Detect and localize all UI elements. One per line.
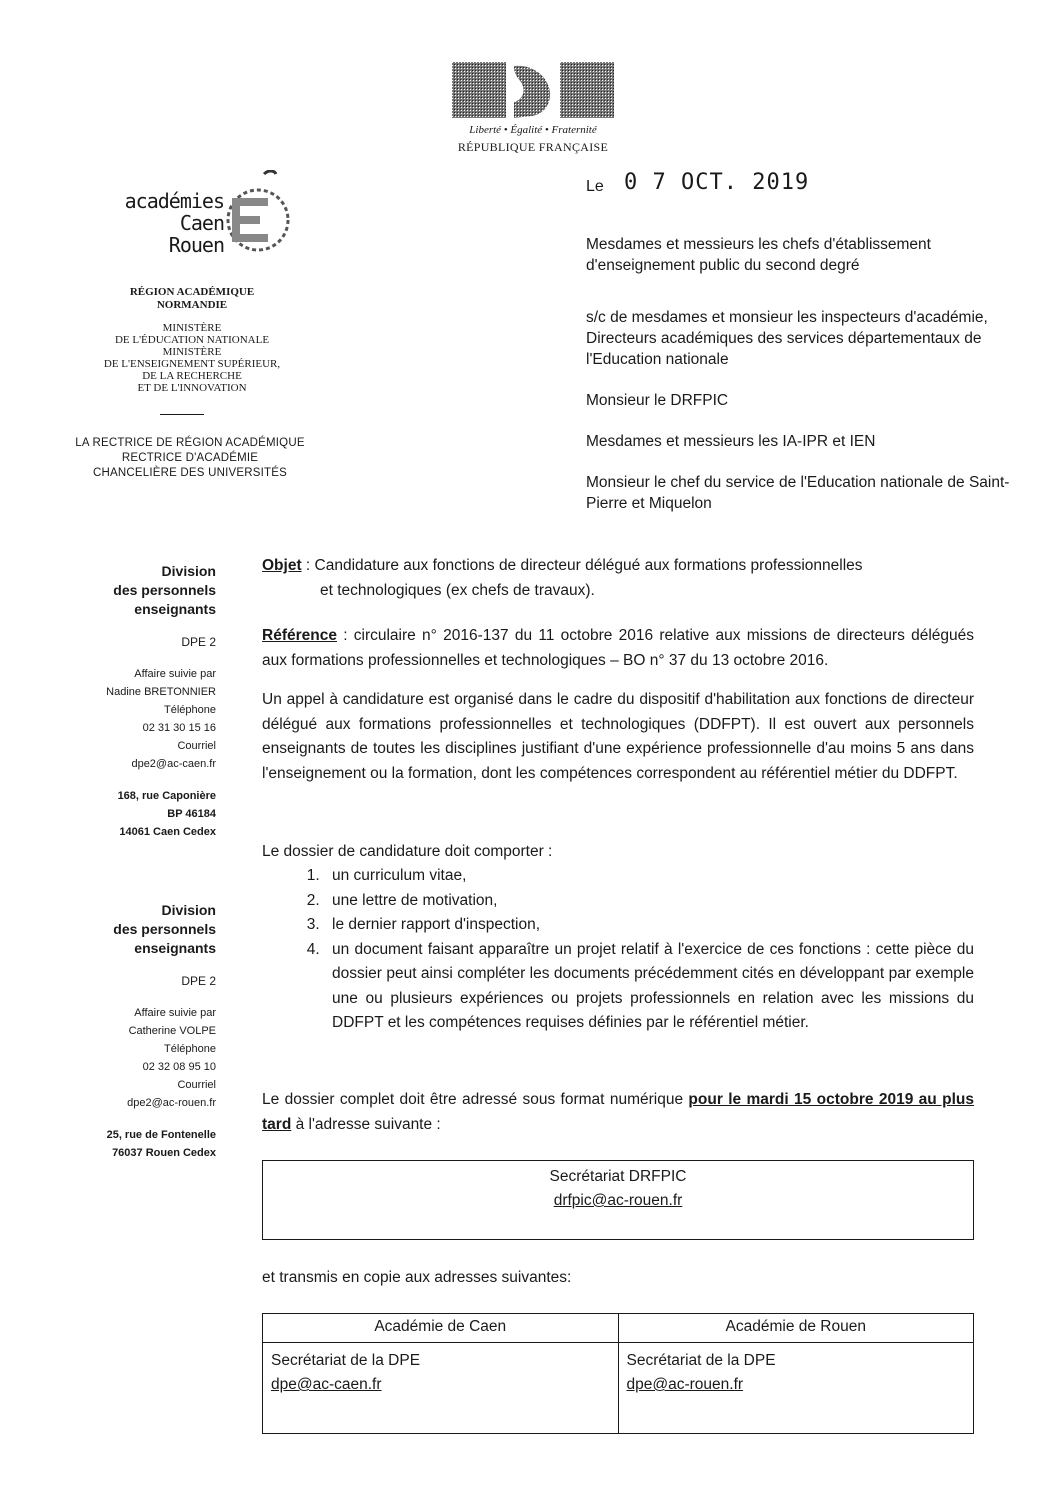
academy-logo-e-icon: [218, 170, 296, 260]
postal-address: 25, rue de Fontenelle 76037 Rouen Cedex: [106, 1129, 216, 1159]
sidebar-caen: [60, 562, 216, 841]
email-label: Courriel: [177, 1079, 216, 1091]
recipient-1: Mesdames et messieurs les chefs d'établissement d'enseignement public du second degré: [586, 236, 931, 274]
reference-label: Référence: [262, 627, 337, 644]
marianne-logo: [452, 62, 614, 118]
cell-label: Secrétariat de la DPE: [271, 1352, 421, 1369]
cell-label: Secrétariat de la DPE: [626, 1352, 776, 1369]
email-label: Courriel: [177, 740, 216, 752]
document-list: [262, 864, 974, 1036]
republic-motto: Liberté • Égalité • Fraternité: [469, 124, 597, 136]
division-title: Division des personnels enseignants: [113, 902, 216, 956]
object-label: Objet: [262, 557, 302, 574]
recipient-4: Mesdames et messieurs les IA-IPR et IEN: [586, 433, 876, 450]
divider: [160, 414, 204, 415]
list-item: 4. un document faisant apparaître un projet relatif à l'exercice de ces fonctions : cette pièce du dossier peut ainsi compléter les documents précédemment cités en développant par exemple une ou plusieurs expériences ou projets professionnels en relation avec les missions du DDFPT et les compétences requises définies par le référentiel métier.: [324, 938, 974, 1036]
table-cell-caen: [263, 1343, 619, 1434]
recipient-5: Monsieur le chef du service de l'Education nationale de Saint-Pierre et Miquelon: [586, 474, 1010, 512]
box-email-link[interactable]: drfpic@ac-rouen.fr: [553, 1192, 683, 1209]
ministry-label: MINISTÈRE DE L'ÉDUCATION NATIONALE MINISTÈRE DE L'ENSEIGNEMENT SUPÉRIEUR, DE LA RECHERCHE ET DE L'INNOVATION: [103, 322, 281, 394]
followed-name: Catherine VOLPE: [128, 1025, 216, 1037]
republic-name: RÉPUBLIQUE FRANÇAISE: [457, 140, 609, 154]
sidebar-rouen: [60, 901, 216, 1162]
table-cell-rouen: [618, 1343, 974, 1434]
date-stamp: 0 7 OCT. 2019: [624, 170, 810, 195]
list-intro: Le dossier de candidature doit comporter :: [262, 843, 553, 860]
signatory-title: LA RECTRICE DE RÉGION ACADÉMIQUE RECTRICE D'ACADÉMIE CHANCELIÈRE DES UNIVERSITÉS: [75, 437, 305, 479]
copy-address-table: [262, 1313, 974, 1434]
region-label: RÉGION ACADÉMIQUE NORMANDIE: [129, 286, 255, 311]
date-prefix: Le: [586, 178, 604, 195]
deadline-paragraph: [262, 1088, 974, 1137]
table-header: Académie de Caen: [263, 1314, 619, 1343]
phone-label: Téléphone: [164, 1043, 216, 1055]
followed-label: Affaire suivie par: [134, 1007, 216, 1019]
drfpic-address-box: [262, 1160, 974, 1240]
cell-email-link[interactable]: dpe@ac-rouen.fr: [626, 1376, 744, 1393]
recipient-3: Monsieur le DRFPIC: [586, 392, 729, 409]
email-link[interactable]: dpe2@ac-rouen.fr: [127, 1097, 216, 1109]
academy-logo-text: académies Caen Rouen: [124, 189, 224, 257]
recipient-2: s/c de mesdames et monsieur les inspecteurs d'académie, Directeurs académiques des services départementaux de l'Education nationale: [586, 309, 988, 368]
list-item: 3. le dernier rapport d'inspection,: [324, 913, 974, 938]
object-text: : Candidature aux fonctions de directeur délégué aux formations professionnelles: [301, 557, 863, 574]
cell-email-link[interactable]: dpe@ac-caen.fr: [271, 1376, 382, 1393]
postal-address: 168, rue Caponière BP 46184 14061 Caen Cedex: [117, 790, 216, 838]
object-text-2: et technologiques (ex chefs de travaux).: [320, 581, 595, 599]
phone-number: 02 31 30 15 16: [142, 722, 216, 734]
service-code: DPE 2: [181, 974, 216, 988]
service-code: DPE 2: [181, 635, 216, 649]
copy-intro: et transmis en copie aux adresses suivantes:: [262, 1269, 572, 1286]
box-title: Secrétariat DRFPIC: [549, 1168, 687, 1185]
phone-label: Téléphone: [164, 704, 216, 716]
object-line: [262, 554, 974, 603]
deadline-post: à l'adresse suivante :: [291, 1115, 441, 1133]
reference-paragraph: [262, 624, 974, 673]
followed-name: Nadine BRETONNIER: [106, 686, 216, 698]
reference-text: : circulaire n° 2016-137 du 11 octobre 2016 relative aux missions de directeurs délégués aux formations professionnelles et technologiques – BO n° 37 du 13 octobre 2016.: [262, 627, 974, 669]
list-item: 2. une lettre de motivation,: [324, 889, 974, 914]
phone-number: 02 32 08 95 10: [142, 1061, 216, 1073]
deadline-pre: Le dossier complet doit être adressé sous format numérique: [262, 1091, 689, 1108]
intro-paragraph: Un appel à candidature est organisé dans le cadre du dispositif d'habilitation aux fonctions de directeur délégué aux formations professionnelles et technologiques (DDFPT). Il est ouvert aux personnels enseignants de toutes les disciplines justifiant d'une expérience professionnelle d'au moins 5 ans dans l'enseignement ou la formation, dont les compétences correspondent au référentiel métier du DDFPT.: [262, 691, 974, 782]
email-link[interactable]: dpe2@ac-caen.fr: [131, 758, 216, 770]
division-title: Division des personnels enseignants: [113, 563, 216, 617]
followed-label: Affaire suivie par: [134, 668, 216, 680]
list-item: 1. un curriculum vitae,: [324, 864, 974, 889]
deadline-date: pour le mardi 15 octobre 2019 au plus tard: [262, 1091, 974, 1133]
table-header: Académie de Rouen: [618, 1314, 974, 1343]
